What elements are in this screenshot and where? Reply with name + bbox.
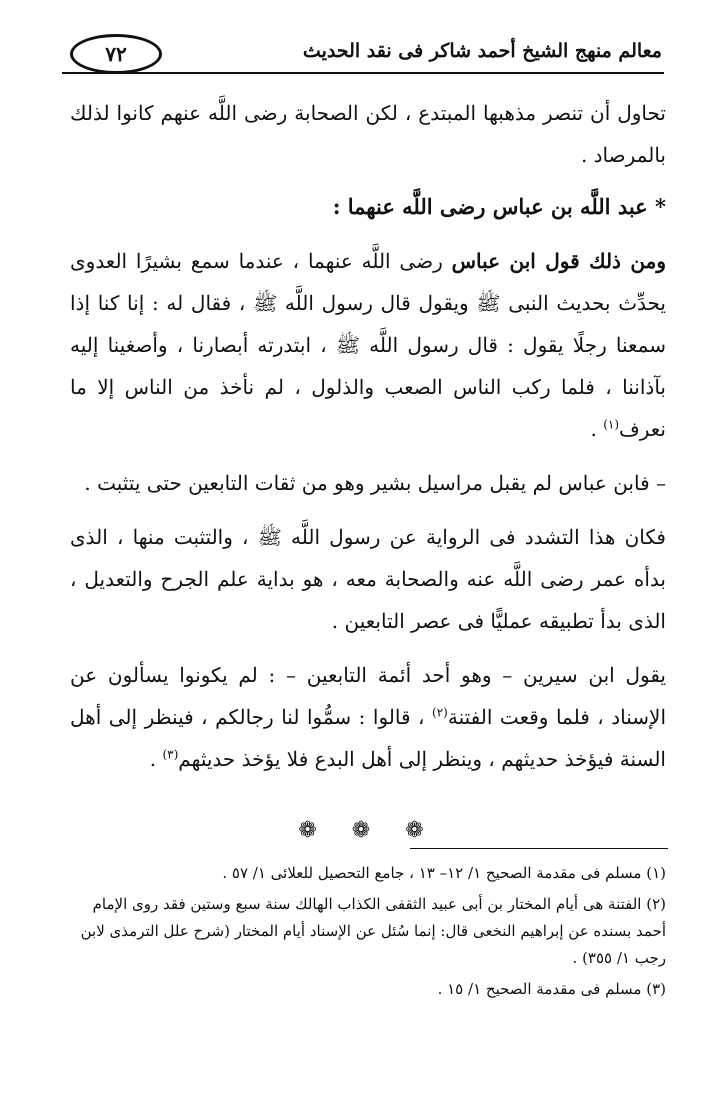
- paragraph-5-end: .: [149, 747, 163, 771]
- footnote-ref-3: (٣): [162, 747, 179, 762]
- running-title: معالم منهج الشيخ أحمد شاكر فى نقد الحديث: [302, 40, 662, 62]
- footnote-2: (٢) الفتنة هى أيام المختار بن أبى عبيد الثقفى الكذاب الهالك سنة سبع وستين فقد روى الإمام أحمد بسنده عن إبراهيم النخعى قال: إنما سُئل عن الإسناد أيام المختار (شرح علل الترمذى لابن رجب ١/ ٣٥٥) .: [80, 895, 666, 967]
- footnote-ref-2: (٢): [432, 705, 448, 720]
- paragraph-2-end: .: [590, 417, 604, 441]
- paragraph-2-text: رضى اللَّه عنهما ، عندما سمع بشيرًا العدوى يحدِّث بحديث النبى ﷺ ويقول قال رسول اللَّه ﷺ ، فقال له : إنا كنا إذا سمعنا رجلًا يقول : قال رسول اللَّه ﷺ ، ابتدرته أبصارنا ، وأصغينا إليه بآذاننا ، فلما ركب الناس الصعب والذلول ، لم نأخذ من الناس إلا ما نعرف: [70, 249, 666, 441]
- section-heading: * عبد اللَّه بن عباس رضى اللَّه عنهما :: [332, 194, 666, 219]
- page-number: ٧٢: [70, 34, 162, 74]
- paragraph-5-text-a: يقول ابن سيرين – وهو أحد أئمة التابعين – : لم يكونوا يسألون عن الإسناد ، فلما وقعت الفتنة: [70, 663, 667, 729]
- section-divider-ornament: ❁ ❁ ❁: [298, 818, 438, 843]
- footnote-1: (١) مسلم فى مقدمة الصحيح ١/ ١٢– ١٣ ، جامع التحصيل للعلائى ١/ ٥٧ .: [222, 864, 666, 882]
- footnote-ref-1: (١): [603, 417, 620, 432]
- paragraph-4: فكان هذا التشدد فى الرواية عن رسول اللَّه ﷺ ، والتثبت منها ، الذى بدأه عمر رضى اللَّه عنه والصحابة معه ، هو بداية علم الجرح والتعديل ، الذى بدأ تطبيقه عمليًّا فى عصر التابعين .: [70, 525, 666, 633]
- paragraph-5: [70, 654, 666, 780]
- paragraph-2-lead: ومن ذلك قول ابن عباس: [451, 249, 666, 273]
- running-header: [62, 28, 664, 78]
- paragraph-3: – فابن عباس لم يقبل مراسيل بشير وهو من ثقات التابعين حتى يتثبت .: [84, 471, 666, 495]
- paragraph-5-text-b: ، قالوا : سمُّوا لنا رجالكم ، فينظر إلى أهل السنة فيؤخذ حديثهم ، وينظر إلى أهل البدع فلا يؤخذ حديثهم: [70, 705, 666, 771]
- footnote-rule: [410, 848, 668, 849]
- footnotes: [70, 860, 666, 1007]
- paragraph-2: [70, 240, 666, 450]
- paragraph-1: تحاول أن تنصر مذهبها المبتدع ، لكن الصحابة رضى اللَّه عنهم كانوا لذلك بالمرصاد .: [70, 101, 666, 167]
- header-rule: [62, 72, 664, 74]
- footnote-3: (٣) مسلم فى مقدمة الصحيح ١/ ١٥ .: [437, 980, 666, 998]
- main-text: [70, 92, 666, 852]
